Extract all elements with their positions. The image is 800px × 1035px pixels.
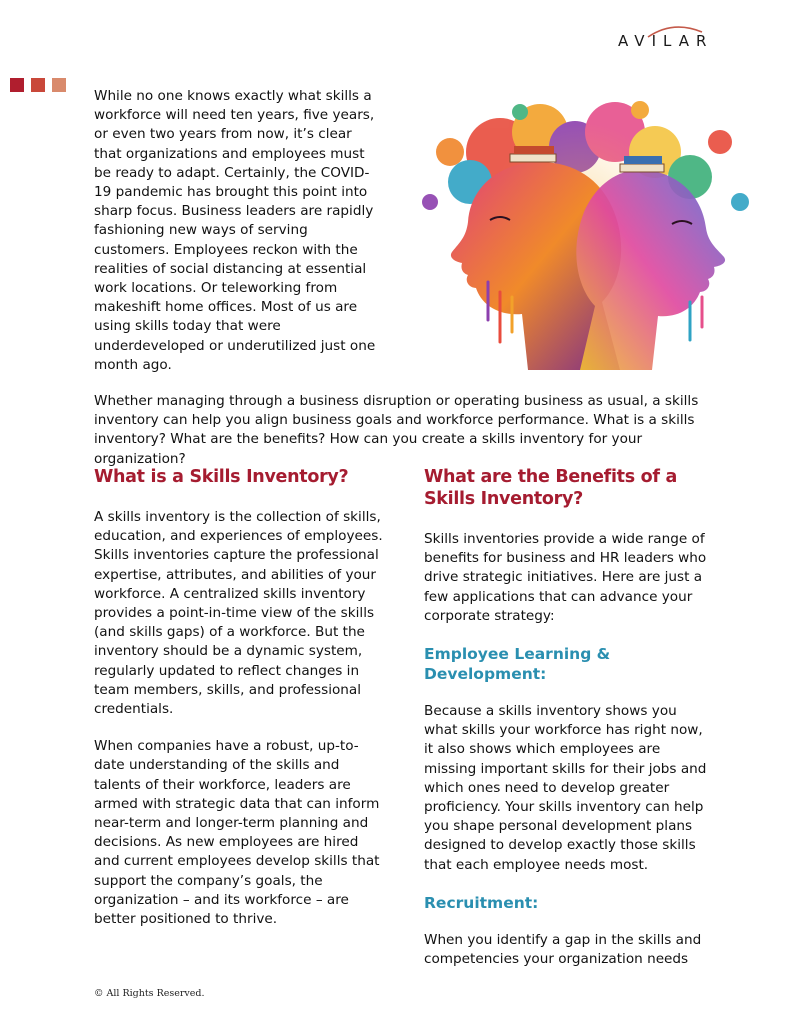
brand-square-1 — [10, 78, 24, 92]
lead-paragraph: Whether managing through a business disruption or operating business as usual, a skills inventory can help you align business goals and workforce performance. What is a skills inventory? What are the benefits? How can you create a skills inventory for your organization? — [94, 393, 699, 467]
avilar-logo — [618, 24, 718, 54]
intro-paragraph: While no one knows exactly what skills a workforce will need ten years, five years, or even two years from now, it’s clear that organizations and employees must be ready to adapt. Certainly, the COVID-19 pandemic has brought this point into sharp focus. Business leaders are rapidly fashioning new ways of serving customers. Employees reckon with the realities of social distancing at essential work locations. Or teleworking from makeshift home offices. Most of us are using skills today that were underdeveloped or underutilized just one month ago. — [94, 88, 376, 373]
colorful-heads-illustration — [390, 92, 770, 370]
left-paragraph-1: A skills inventory is the collection of skills, education, and experiences of employees. Skills inventories capture the professional expertise, attributes, and abilities of your workforce. A centralized skills inventory provides a point-in-time view of the skills (and skills gaps) of a workforce. But the inventory should be a dynamic system, regularly updated to reflect changes in team members, skills, and professional credentials. — [94, 509, 383, 718]
learning-development-paragraph: Because a skills inventory shows you what skills your workforce has right now, it also shows which employees are missing important skills for their jobs and which ones need to develop greater proficiency. Your skills inventory can help you shape personal development plans designed to develop exactly those skills that each employee needs most. — [424, 703, 707, 873]
learning-development-subheading: Employee Learning & Development: — [424, 645, 611, 684]
benefits-heading: What are the Benefits of a Skills Inventory? — [424, 467, 677, 509]
left-paragraph-2: When companies have a robust, up-to-date understanding of the skills and talents of their workforce, leaders are armed with strategic data that can inform near-term and longer-term planning and decisions. As new employees are hired and current employees develop skills that support the company’s goals, the organization – and its workforce – are better positioned to thrive. — [94, 738, 380, 928]
benefits-paragraph: Skills inventories provide a wide range of benefits for business and HR leaders who drive strategic initiatives. Here are just a few applications that can advance your corporate strategy: — [424, 531, 707, 624]
recruitment-subheading: Recruitment: — [424, 893, 539, 912]
left-column — [94, 466, 384, 929]
recruitment-paragraph: When you identify a gap in the skills and competencies your organization needs — [424, 931, 702, 968]
copyright-footer: © All Rights Reserved. — [94, 988, 205, 999]
logo-text: AVILAR — [618, 32, 714, 50]
brand-squares — [10, 78, 66, 92]
what-is-skills-inventory-heading: What is a Skills Inventory? — [94, 467, 349, 487]
brand-square-2 — [31, 78, 45, 92]
brand-square-3 — [52, 78, 66, 92]
right-column — [424, 466, 714, 969]
